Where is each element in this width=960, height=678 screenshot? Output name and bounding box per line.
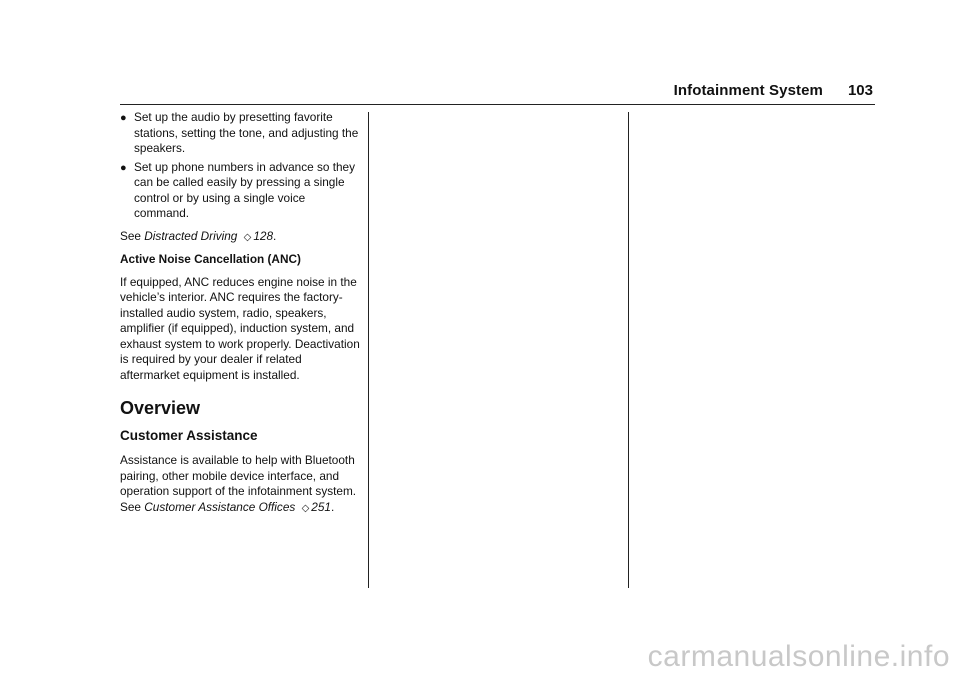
bullet-text: Set up phone numbers in advance so they can be called easily by pressing a single control or by using a single voice command.	[134, 159, 356, 220]
see-prefix: See	[120, 228, 141, 243]
anc-heading: Active Noise Cancellation (ANC)	[120, 252, 301, 266]
see-reference: See Distracted Driving ◇ 128.	[120, 228, 277, 243]
left-column	[120, 110, 360, 523]
section-header-title: Infotainment System	[673, 82, 823, 99]
page-number: 103	[847, 82, 873, 99]
page-reference-icon: ◇	[301, 502, 310, 514]
bullet-text: Set up the audio by presetting favorite stations, setting the tone, and adjusting the speakers.	[134, 110, 359, 155]
watermark: carmanualsonline.info	[647, 640, 950, 673]
page-header	[120, 82, 875, 105]
column-divider	[368, 112, 369, 588]
bullet-icon: ●	[120, 112, 127, 124]
reference-page[interactable]: 251	[311, 499, 331, 514]
page-reference-icon: ◇	[243, 231, 252, 243]
customer-assistance-body: Assistance is available to help with Bluetooth pairing, other mobile device interface, and operation support of the infotainment system. See Customer Assistance Offices ◇ 251.	[120, 453, 357, 514]
distracted-driving-link[interactable]: Distracted Driving	[144, 228, 238, 243]
customer-assistance-heading: Customer Assistance	[120, 428, 258, 443]
bullet-item	[120, 110, 360, 157]
anc-body: If equipped, ANC reduces engine noise in the vehicle’s interior. ANC requires the factory-installed audio system, radio, speakers, amplifier (if equipped), induction system, and exhaust system to work properly. Deactivation is required by your dealer if related aftermarket equipment is installed.	[120, 274, 360, 382]
customer-assistance-offices-link[interactable]: Customer Assistance Offices	[144, 499, 296, 514]
column-divider	[628, 112, 629, 588]
bullet-item	[120, 160, 360, 222]
bullet-icon: ●	[120, 161, 127, 174]
overview-title: Overview	[120, 398, 201, 418]
reference-page[interactable]: 128	[253, 228, 274, 243]
